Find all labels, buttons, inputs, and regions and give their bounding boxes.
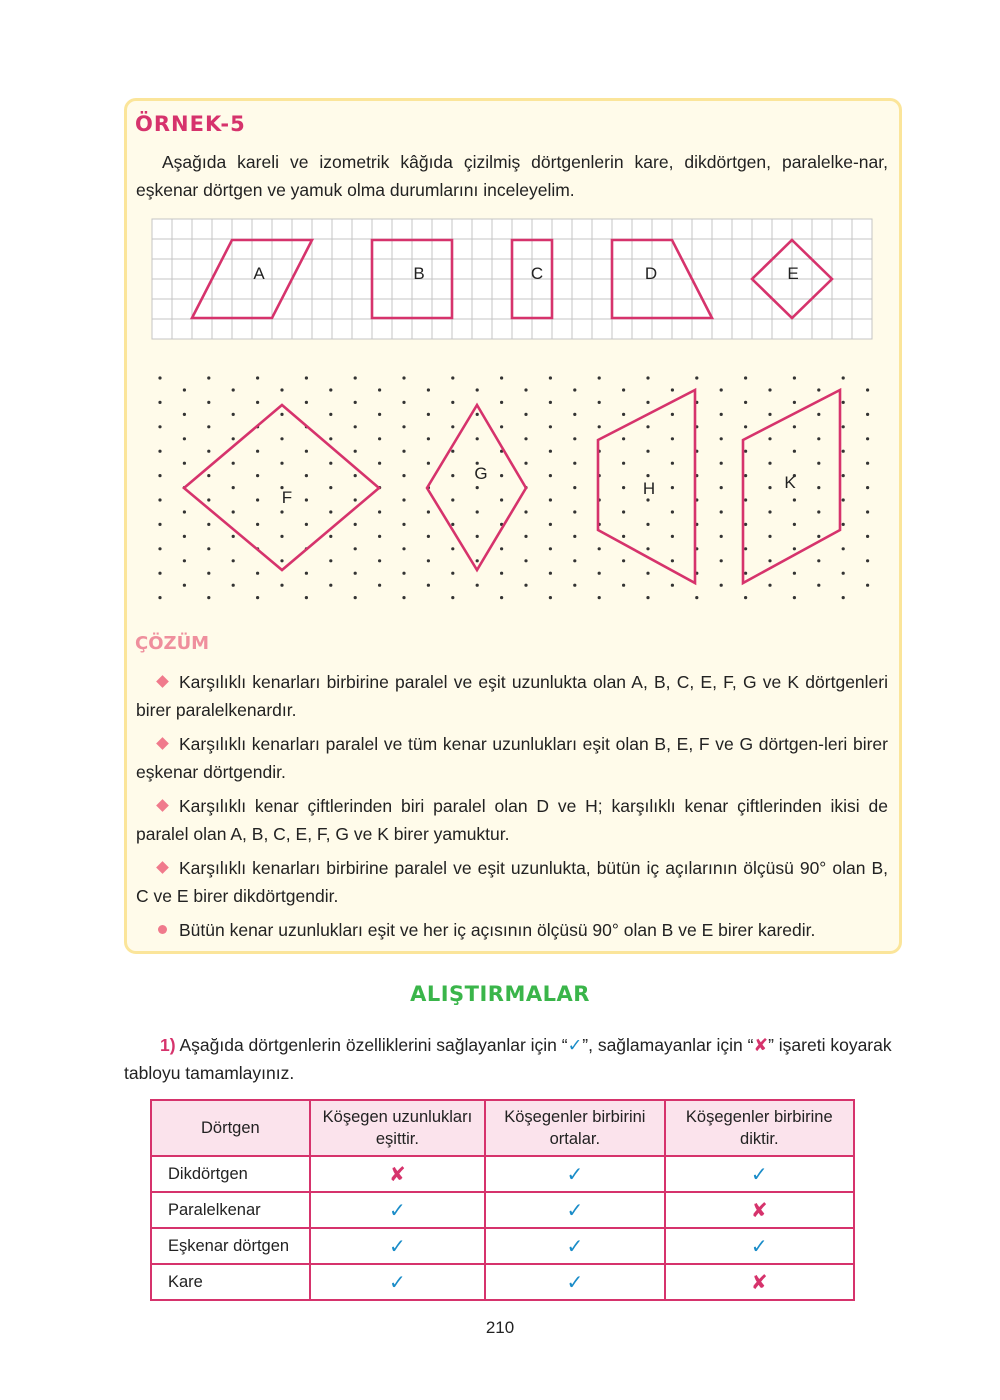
diamond-bullet-icon: [156, 675, 169, 688]
shape-label: F: [281, 488, 293, 507]
mark-icon: ✓: [389, 1235, 406, 1258]
table-cell: [485, 1264, 664, 1300]
column-header: Dörtgen: [151, 1100, 310, 1156]
mark-icon: ✓: [389, 1271, 406, 1294]
column-header: Köşegenler birbirini ortalar.: [485, 1100, 664, 1156]
cross-icon: ✘: [753, 1035, 769, 1055]
shape-label: G: [474, 464, 488, 483]
table-row: [151, 1156, 854, 1192]
diamond-bullet-icon: [156, 861, 169, 874]
table-cell: [665, 1192, 854, 1228]
row-label: Paralelkenar: [151, 1192, 310, 1228]
solution-item: Karşılıklı kenarları birbirine paralel ve eşit uzunlukta olan A, B, C, E, F, G ve K dörtgenleri birer paralelkenardır.: [136, 672, 888, 720]
shape-label: C: [530, 264, 544, 283]
solution-item: Karşılıklı kenarları paralel ve tüm kenar uzunlukları eşit olan B, E, F ve G dörtgen-leri birer eşkenar dörtgendir.: [136, 734, 888, 782]
mark-icon: ✓: [389, 1199, 406, 1222]
solution-item: Karşılıklı kenarları birbirine paralel ve eşit uzunlukta, bütün iç açılarının ölçüsü 90° olan B, C ve E birer dikdörtgendir.: [136, 858, 888, 906]
table-cell: [310, 1192, 485, 1228]
page-number: 210: [485, 1318, 515, 1337]
example-title: ÖRNEK-5: [135, 112, 246, 136]
mark-icon: ✘: [389, 1163, 406, 1186]
shape-label: B: [413, 264, 425, 283]
shape-label: E: [787, 264, 799, 283]
isometric-dot-paper: [158, 376, 869, 599]
table-cell: [310, 1156, 485, 1192]
shape-label: K: [784, 473, 796, 492]
mark-icon: ✘: [750, 1271, 768, 1294]
table-cell: [485, 1192, 664, 1228]
mark-icon: ✓: [750, 1163, 768, 1186]
table-cell: [485, 1228, 664, 1264]
shape-label: D: [644, 264, 658, 283]
mark-icon: ✘: [750, 1199, 768, 1222]
table-cell: [665, 1228, 854, 1264]
exercise-number: 1): [160, 1035, 176, 1055]
column-header: Köşegen uzunlukları eşittir.: [310, 1100, 485, 1156]
column-header: Köşegenler birbirine diktir.: [665, 1100, 854, 1156]
table-header-row: [151, 1100, 854, 1156]
solution-title: ÇÖZÜM: [135, 633, 210, 654]
mark-icon: ✓: [566, 1235, 584, 1258]
table-row: [151, 1192, 854, 1228]
exercise-1-text: 1) Aşağıda dörtgenlerin özelliklerini sağlayanlar için “✓”, sağlamayanlar için “✘” işareti koyarak tabloyu tamamlayınız.: [124, 1035, 892, 1083]
mark-icon: ✓: [750, 1235, 768, 1258]
dot-bullet-icon: [158, 925, 167, 934]
table-cell: [665, 1264, 854, 1300]
table-cell: [665, 1156, 854, 1192]
row-label: Dikdörtgen: [151, 1156, 310, 1192]
diamond-bullet-icon: [156, 737, 169, 750]
solution-list: [136, 668, 888, 950]
mark-icon: ✓: [566, 1271, 584, 1294]
row-label: Kare: [151, 1264, 310, 1300]
example-intro: Aşağıda kareli ve izometrik kâğıda çizilmiş dörtgenlerin kare, dikdörtgen, paralelke-nar, eşkenar dörtgen ve yamuk olma durumlarını inceleyelim.: [136, 152, 888, 200]
table-cell: [310, 1264, 485, 1300]
diamond-bullet-icon: [156, 799, 169, 812]
solution-item: Karşılıklı kenar çiftlerinden biri paralel olan D ve H; karşılıklı kenar çiftlerinden ikisi de paralel olan A, B, C, E, F, G ve K birer yamuktur.: [136, 796, 888, 844]
table-cell: [310, 1228, 485, 1264]
exercises-heading: ALIŞTIRMALAR: [410, 982, 590, 1006]
solution-item: Bütün kenar uzunlukları eşit ve her iç açısının ölçüsü 90° olan B ve E birer karedir.: [136, 916, 888, 944]
table-cell: [485, 1156, 664, 1192]
row-label: Eşkenar dörtgen: [151, 1228, 310, 1264]
shape-label: A: [253, 264, 265, 283]
mark-icon: ✓: [566, 1163, 584, 1186]
table-row: [151, 1228, 854, 1264]
check-icon: ✓: [567, 1035, 583, 1055]
shape-label: H: [642, 479, 656, 498]
mark-icon: ✓: [566, 1199, 584, 1222]
properties-table: [150, 1099, 855, 1301]
table-row: [151, 1264, 854, 1300]
